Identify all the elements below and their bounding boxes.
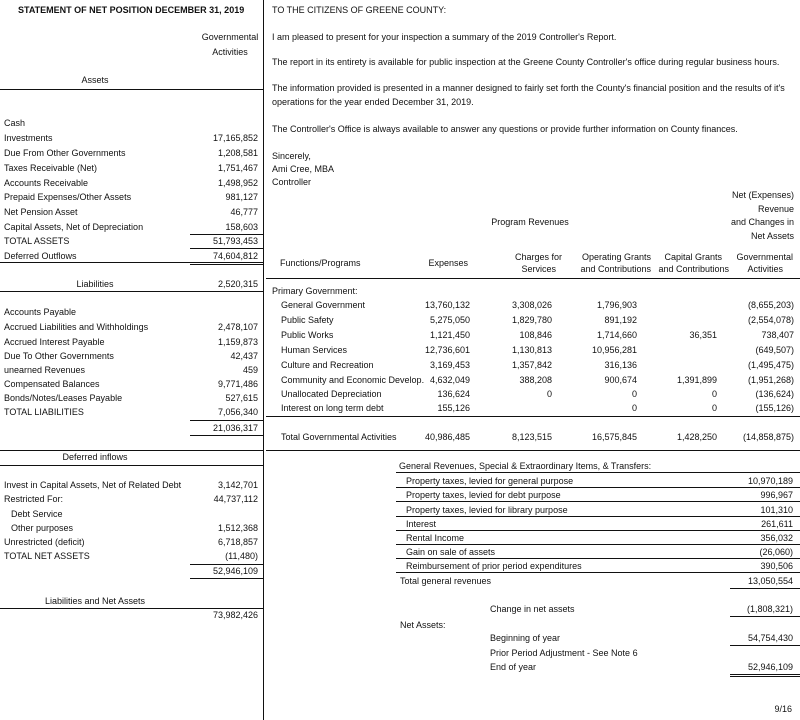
liability-label: Due To Other Governments xyxy=(4,351,114,361)
general-rule xyxy=(396,472,800,473)
asset-value: 981,127 xyxy=(225,192,258,202)
liabilities-rule xyxy=(0,291,263,292)
deferred-inflows-label: Deferred inflows xyxy=(62,452,128,462)
general-item-value: (26,060) xyxy=(759,547,793,557)
letter-paragraph: The report in its entirety is available for public inspection at the Greene County Controller's office during regular business hours. xyxy=(272,57,780,67)
signer-role: Controller xyxy=(272,177,312,187)
row-operating: 10,956,281 xyxy=(591,345,637,355)
total-net-assets-value: (11,480) xyxy=(225,551,258,561)
net-header-1: Net (Expenses) xyxy=(731,190,794,200)
liabilities-total: 21,036,317 xyxy=(212,423,258,433)
asset-value: 1,498,952 xyxy=(217,178,258,188)
col-charges-1: Charges for xyxy=(514,252,562,262)
end-year-label: End of year xyxy=(490,662,537,672)
liability-label: Accrued Liabilities and Withholdings xyxy=(4,322,149,332)
col-expenses: Expenses xyxy=(428,258,468,268)
table-header-rule xyxy=(266,278,800,279)
net-header-2: Revenue xyxy=(757,204,794,214)
general-total-rule xyxy=(730,588,800,589)
row-operating: 0 xyxy=(631,403,637,413)
col-capital-1: Capital Grants xyxy=(664,252,722,262)
col-charges-2: Services xyxy=(521,264,556,274)
general-rule xyxy=(396,516,800,517)
row-expenses: 12,736,601 xyxy=(424,345,470,355)
col-operating-2: and Contributions xyxy=(580,264,651,274)
row-operating: 1,796,903 xyxy=(596,300,637,310)
assets-rule xyxy=(0,89,190,90)
table-rule xyxy=(266,416,800,417)
row-operating: 0 xyxy=(631,389,637,399)
asset-value: 46,777 xyxy=(230,207,258,217)
asset-label: Accounts Receivable xyxy=(4,178,89,188)
liability-value: 9,771,486 xyxy=(217,379,258,389)
asset-value: 17,165,852 xyxy=(212,133,258,143)
general-item-value: 101,310 xyxy=(760,505,793,515)
letter-salutation: TO THE CITIZENS OF GREENE COUNTY: xyxy=(272,5,447,15)
change-net-assets-value: (1,808,321) xyxy=(746,604,793,614)
col-capital-2: and Contributions xyxy=(658,264,729,274)
asset-value: 158,603 xyxy=(225,222,258,232)
row-expenses: 4,632,049 xyxy=(429,375,470,385)
liability-value: 2,478,107 xyxy=(217,322,258,332)
asset-label: Prepaid Expenses/Other Assets xyxy=(4,192,132,202)
double-rule xyxy=(190,264,263,265)
general-item-value: 261,611 xyxy=(761,519,793,529)
general-rule xyxy=(396,501,800,502)
general-item-label: Interest xyxy=(406,519,437,529)
net-header-3: and Changes in xyxy=(730,217,794,227)
net-header-4: Net Assets xyxy=(750,231,794,241)
liability-value: 527,615 xyxy=(225,393,258,403)
table-rule xyxy=(266,450,800,451)
row-name: Public Safety xyxy=(281,315,334,325)
general-item-label: Reimbursement of prior period expenditures xyxy=(406,561,582,571)
general-item-value: 10,970,189 xyxy=(747,476,793,486)
total-rule xyxy=(190,248,263,249)
letter-paragraph: The information provided is presented in a manner designed to fairly set forth the County's financial position and the results of it's xyxy=(272,83,785,93)
section-rule xyxy=(0,262,263,263)
row-capital: 1,391,899 xyxy=(676,375,717,385)
row-charges: 1,829,780 xyxy=(511,315,552,325)
double-rule xyxy=(190,435,263,436)
letter-paragraph: I am pleased to present for your inspection a summary of the 2019 Controller's Report. xyxy=(272,32,617,42)
liability-label: Accounts Payable xyxy=(4,307,77,317)
row-name: Human Services xyxy=(281,345,348,355)
net-position-label: Unrestricted (deficit) xyxy=(4,537,85,547)
change-net-assets-label: Change in net assets xyxy=(490,604,575,614)
column-divider xyxy=(263,0,264,720)
primary-gov-label: Primary Government: xyxy=(272,286,358,296)
row-name: Culture and Recreation xyxy=(281,360,374,370)
row-net: (1,951,268) xyxy=(747,375,794,385)
letter-paragraph: The Controller's Office is always available to answer any questions or provide further information on County finances. xyxy=(272,124,738,134)
asset-label: Taxes Receivable (Net) xyxy=(4,163,98,173)
general-item-value: 390,506 xyxy=(760,561,793,571)
double-rule xyxy=(190,578,263,579)
row-net: (649,507) xyxy=(755,345,794,355)
total-liabilities-value: 7,056,340 xyxy=(217,407,258,417)
row-net: (2,554,078) xyxy=(747,315,794,325)
total-rule xyxy=(190,234,263,235)
row-expenses: 13,760,132 xyxy=(424,300,470,310)
prior-period-label: Prior Period Adjustment - See Note 6 xyxy=(490,648,638,658)
liability-label: Accrued Interest Payable xyxy=(4,337,105,347)
liability-label: Compensated Balances xyxy=(4,379,100,389)
general-revenues-title: General Revenues, Special & Extraordinary Items, & Transfers: xyxy=(399,461,652,471)
program-revenues-label: Program Revenues xyxy=(491,217,569,227)
asset-value: 74,604,812 xyxy=(212,251,258,261)
beginning-year-value: 54,754,430 xyxy=(747,633,793,643)
beginning-rule xyxy=(730,645,800,646)
total-rule xyxy=(190,564,263,565)
deferred-rule-top xyxy=(0,450,263,451)
row-expenses: 136,624 xyxy=(437,389,470,399)
net-position-value: 1,512,368 xyxy=(217,523,258,533)
liability-value: 42,437 xyxy=(230,351,258,361)
end-rule xyxy=(730,674,800,675)
row-capital: 0 xyxy=(711,403,717,413)
row-expenses: 3,169,453 xyxy=(429,360,470,370)
general-rule xyxy=(396,530,800,531)
liab-net-value: 73,982,426 xyxy=(212,610,258,620)
row-charges: 108,846 xyxy=(519,330,552,340)
general-item-value: 356,032 xyxy=(760,533,793,543)
liability-label: Bonds/Notes/Leases Payable xyxy=(4,393,123,403)
page-number: 9/16 xyxy=(774,704,792,714)
asset-label: Cash xyxy=(4,118,26,128)
general-item-label: Rental Income xyxy=(406,533,465,543)
general-rule xyxy=(396,544,800,545)
total-general-label: Total general revenues xyxy=(400,576,492,586)
net-position-label: Other purposes xyxy=(11,523,74,533)
total-assets-value: 51,793,453 xyxy=(212,236,258,246)
deferred-rule-bottom xyxy=(0,465,263,466)
asset-label: Due From Other Governments xyxy=(4,148,126,158)
general-item-value: 996,967 xyxy=(760,490,793,500)
letter-closing: Sincerely, xyxy=(272,151,311,161)
signer-name: Ami Cree, MBA xyxy=(272,164,335,174)
row-operating: 891,192 xyxy=(604,315,637,325)
beginning-year-label: Beginning of year xyxy=(490,633,561,643)
total-net-assets-label: TOTAL NET ASSETS xyxy=(4,551,90,561)
net-assets-label: Net Assets: xyxy=(400,620,446,630)
row-charges: 1,130,813 xyxy=(511,345,552,355)
row-charges: 388,208 xyxy=(519,375,552,385)
col-gov-1: Governmental xyxy=(736,252,793,262)
end-year-value: 52,946,109 xyxy=(747,662,793,672)
row-net: (136,624) xyxy=(755,389,794,399)
row-expenses: 155,126 xyxy=(437,403,470,413)
gov-activities-header-2: Activities xyxy=(212,47,248,57)
gov-activities-header-1: Governmental xyxy=(201,32,259,42)
asset-label: Capital Assets, Net of Depreciation xyxy=(4,222,144,232)
asset-label: Deferred Outflows xyxy=(4,251,77,261)
total-charges: 8,123,515 xyxy=(511,432,552,442)
col-functions: Functions/Programs xyxy=(280,258,361,268)
liability-value: 459 xyxy=(242,365,258,375)
row-name: Public Works xyxy=(281,330,334,340)
net-total: 52,946,109 xyxy=(212,566,258,576)
total-operating: 16,575,845 xyxy=(591,432,637,442)
row-name: Community and Economic Develop. xyxy=(281,375,425,385)
net-position-value: 44,737,112 xyxy=(213,494,258,504)
liabilities-header-value: 2,520,315 xyxy=(217,279,258,289)
col-operating-1: Operating Grants xyxy=(581,252,651,262)
change-rule xyxy=(730,616,800,617)
total-name: Total Governmental Activities xyxy=(281,432,397,442)
total-rule xyxy=(190,420,263,421)
total-general-value: 13,050,554 xyxy=(747,576,793,586)
liability-label: unearned Revenues xyxy=(4,365,86,375)
row-net: (1,495,475) xyxy=(747,360,794,370)
total-assets-label: TOTAL ASSETS xyxy=(4,236,70,246)
general-rule xyxy=(396,558,800,559)
net-position-value: 3,142,701 xyxy=(217,480,258,490)
letter-paragraph: operations for the year ended December 31, 2019. xyxy=(272,97,474,107)
col-gov-2: Activities xyxy=(747,264,783,274)
general-rule xyxy=(396,572,800,573)
row-net: 738,407 xyxy=(761,330,794,340)
row-charges: 0 xyxy=(546,389,552,399)
row-expenses: 1,121,450 xyxy=(429,330,470,340)
row-capital: 36,351 xyxy=(689,330,717,340)
row-capital: 0 xyxy=(711,389,717,399)
end-rule-double xyxy=(730,676,800,677)
row-charges: 1,357,842 xyxy=(511,360,552,370)
general-rule xyxy=(396,487,800,488)
asset-value: 1,751,467 xyxy=(217,163,258,173)
row-operating: 1,714,660 xyxy=(596,330,637,340)
liab-net-rule xyxy=(0,608,263,609)
row-charges: 3,308,026 xyxy=(511,300,552,310)
header-rule xyxy=(190,89,263,90)
asset-value: 1,208,581 xyxy=(217,148,258,158)
row-name: Unallocated Depreciation xyxy=(281,389,382,399)
assets-label: Assets xyxy=(81,75,109,85)
asset-label: Net Pension Asset xyxy=(4,207,78,217)
row-net: (8,655,203) xyxy=(747,300,794,310)
row-operating: 900,674 xyxy=(604,375,637,385)
row-name: General Government xyxy=(281,300,366,310)
liabilities-label: Liabilities xyxy=(76,279,114,289)
general-item-label: Property taxes, levied for debt purpose xyxy=(406,490,561,500)
net-position-value: 6,718,857 xyxy=(217,537,258,547)
total-expenses: 40,986,485 xyxy=(424,432,470,442)
net-position-label: Debt Service xyxy=(11,509,63,519)
statement-title: STATEMENT OF NET POSITION DECEMBER 31, 2019 xyxy=(18,5,245,15)
row-expenses: 5,275,050 xyxy=(429,315,470,325)
asset-label: Investments xyxy=(4,133,53,143)
total-capital: 1,428,250 xyxy=(676,432,717,442)
row-name: Interest on long term debt xyxy=(281,403,384,413)
row-net: (155,126) xyxy=(755,403,794,413)
net-position-label: Restricted For: xyxy=(4,494,64,504)
general-item-label: Property taxes, levied for library purpose xyxy=(406,505,568,515)
general-item-label: Property taxes, levied for general purpose xyxy=(406,476,574,486)
total-liabilities-label: TOTAL LIABILITIES xyxy=(4,407,84,417)
liab-net-label: Liabilities and Net Assets xyxy=(44,596,146,606)
liability-value: 1,159,873 xyxy=(217,337,258,347)
row-operating: 316,136 xyxy=(604,360,637,370)
total-net: (14,858,875) xyxy=(742,432,794,442)
net-position-label: Invest in Capital Assets, Net of Related Debt xyxy=(4,480,182,490)
general-item-label: Gain on sale of assets xyxy=(406,547,496,557)
